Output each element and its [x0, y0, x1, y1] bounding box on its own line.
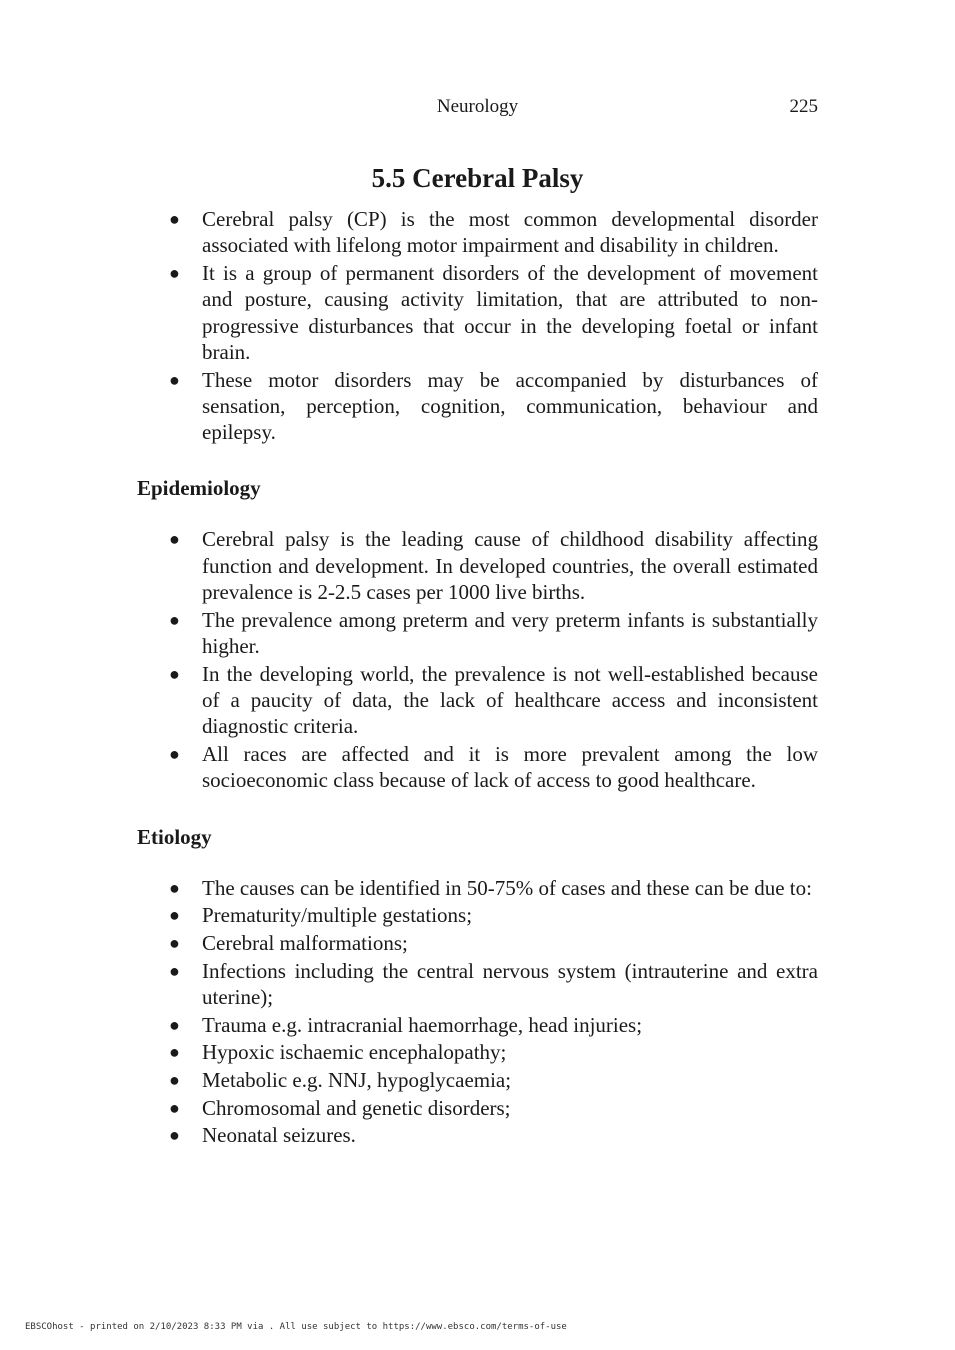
epidemiology-bullet-list	[137, 526, 818, 793]
bullet-icon: ●	[169, 905, 180, 926]
list-item-text: All races are affected and it is more prevalent among the low socioeconomic class because of lack of access to good healthcare.	[202, 742, 818, 793]
list-item	[137, 367, 818, 446]
epidemiology-heading: Epidemiology	[137, 476, 261, 501]
bullet-icon: ●	[169, 262, 180, 283]
bullet-icon: ●	[169, 744, 180, 764]
bullet-icon: ●	[169, 209, 180, 229]
list-item-text: Hypoxic ischaemic encephalopathy;	[202, 1040, 507, 1065]
bullet-icon: ●	[169, 529, 180, 550]
list-item	[137, 902, 818, 928]
list-item-text: Trauma e.g. intracranial haemorrhage, head injuries;	[202, 1012, 643, 1037]
bullet-icon: ●	[169, 1097, 180, 1118]
list-item-text: These motor disorders may be accompanied by disturbances of sensation, perception, cognition, communication, behaviour and epilepsy.	[202, 367, 818, 445]
list-item-text: Metabolic e.g. NNJ, hypoglycaemia;	[202, 1068, 512, 1093]
list-item	[137, 1122, 818, 1148]
list-item-text: Infections including the central nervous system (intrauterine and extra uterine);	[202, 958, 818, 1009]
list-item	[137, 607, 818, 660]
list-item	[137, 1095, 818, 1121]
bullet-icon: ●	[169, 609, 180, 630]
bullet-icon: ●	[169, 369, 180, 390]
bullet-icon: ●	[169, 877, 180, 898]
chapter-title: 5.5 Cerebral Palsy	[371, 163, 584, 193]
bullet-icon: ●	[169, 1042, 180, 1063]
running-title: Neurology	[436, 96, 519, 117]
bullet-icon: ●	[169, 932, 180, 953]
list-item-text: In the developing world, the prevalence is not well-established because of a paucity of data, the lack of healthcare access and inconsistent diagnostic criteria.	[202, 661, 818, 739]
list-item	[137, 930, 818, 956]
list-item-text: Cerebral palsy is the leading cause of childhood disability affecting function and development. In developed countries, the overall estimated prevalence is 2-2.5 cases per 1000 live births.	[202, 527, 818, 605]
bullet-icon: ●	[169, 663, 180, 684]
list-item-text: It is a group of permanent disorders of the development of movement and posture, causing activity limitation, that are attributed to non-progressive disturbances that occur in the developing foetal or infant brain.	[202, 260, 818, 364]
list-item	[137, 1012, 818, 1038]
intro-bullet-list	[137, 206, 818, 445]
list-item	[137, 260, 818, 365]
list-item-text: Neonatal seizures.	[202, 1123, 356, 1148]
list-item	[137, 875, 818, 901]
running-header	[137, 96, 818, 122]
list-item-text: Cerebral palsy (CP) is the most common developmental disorder associated with lifelong motor impairment and disability in children.	[202, 207, 818, 258]
print-footer: EBSCOhost - printed on 2/10/2023 8:33 PM via . All use subject to https://www.ebsco.com/terms-of-use	[25, 1322, 567, 1332]
list-item-text: The causes can be identified in 50-75% of cases and these can be due to:	[202, 875, 812, 900]
page-content	[137, 160, 818, 1150]
list-item-text: Chromosomal and genetic disorders;	[202, 1095, 511, 1120]
list-item	[137, 206, 818, 259]
etiology-heading: Etiology	[137, 824, 212, 849]
list-item	[137, 958, 818, 1011]
list-item	[137, 741, 818, 794]
etiology-bullet-list	[137, 875, 818, 1149]
list-item-text: The prevalence among preterm and very preterm infants is substantially higher.	[202, 607, 818, 659]
list-item-text: Cerebral malformations;	[202, 930, 408, 955]
bullet-icon: ●	[169, 960, 180, 981]
bullet-icon: ●	[169, 1125, 180, 1146]
list-item-text: Prematurity/multiple gestations;	[202, 903, 473, 928]
list-item	[137, 1039, 818, 1065]
list-item	[137, 526, 818, 605]
bullet-icon: ●	[169, 1070, 180, 1091]
list-item	[137, 661, 818, 740]
list-item	[137, 1067, 818, 1093]
page-number: 225	[789, 96, 818, 117]
bullet-icon: ●	[169, 1014, 180, 1035]
